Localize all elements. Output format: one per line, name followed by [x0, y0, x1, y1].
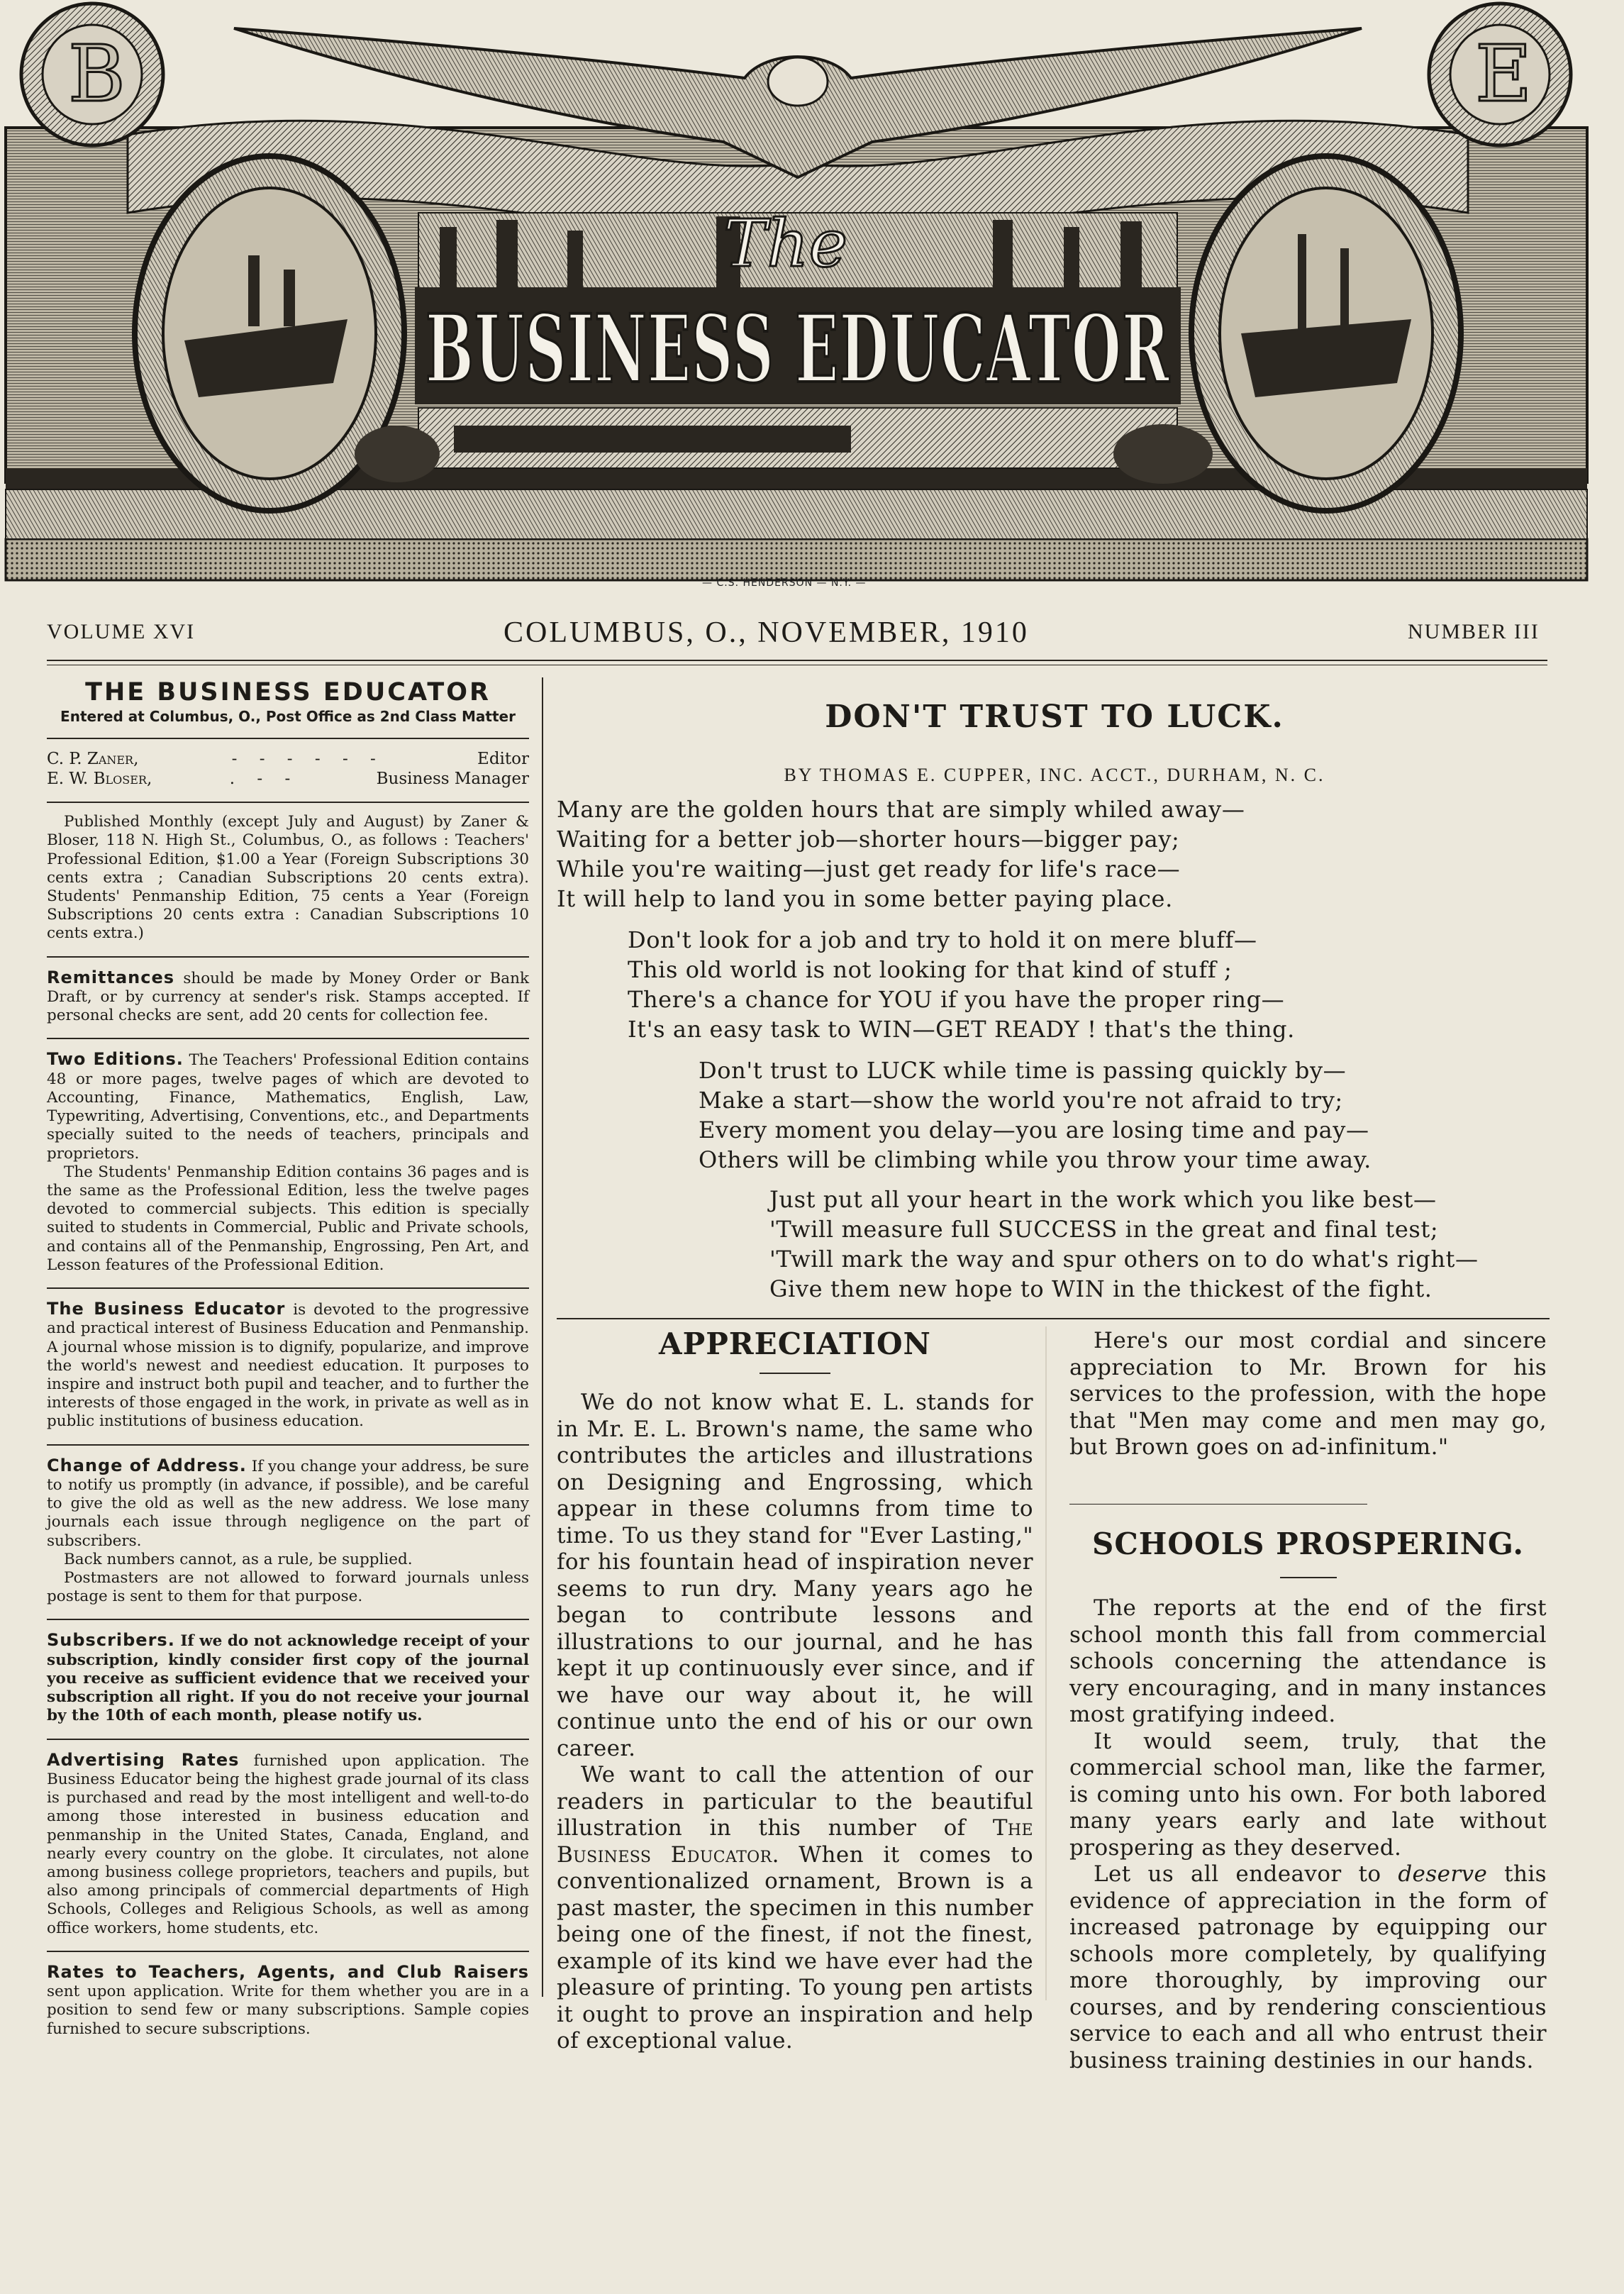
poem-bottom-rule [557, 1318, 1550, 1319]
poem-line: This old world is not looking for that kind of stuff ; [628, 956, 1233, 983]
poem-title: DON'T TRUST TO LUCK. [825, 699, 1284, 735]
subscribers-heading: Subscribers. [47, 1630, 175, 1651]
masthead-illustration [0, 0, 1596, 589]
poem-line: Many are the golden hours that are simply whiled away— [557, 796, 1245, 823]
dateline-rule [47, 660, 1547, 661]
left-monogram: B [68, 28, 126, 119]
engraver-credit: — C.S. HENDERSON — N.Y. — [702, 577, 867, 589]
advertising-text: furnished upon application. The Business Educator being the highest grade journal of its class is purchased and read by the most intelligent and well-to-do among those interested in business education and penmanship in the United States, Canada, England, and nearly every country on the globe. It circulates, not alone among business college proprietors, teachers and pupils, but also among principals of commercial departments of High Schools, Colleges and Religious Schools, as well as among office workers, home students, etc. [47, 1751, 529, 1937]
appreciation-paragraph-3: Here's our most cordial and sincere appreciation to Mr. Brown for his services to the profession, with the hope that "Men may come and men may go, but Brown goes on ad-infinitum." [1069, 1328, 1547, 1460]
poem-line: It will help to land you in some better paying place. [557, 885, 1173, 912]
column-divider [542, 677, 543, 1997]
schools-article [1069, 1526, 1547, 2074]
appreciation-p2-text: We want to call the attention of our readers in particular to the beautiful illustration in this number of [557, 1762, 1033, 1841]
mission-block [47, 1287, 529, 1431]
title-rule [1280, 1577, 1337, 1578]
poem-stanza-2 [628, 925, 1550, 1044]
mission-heading: The Business Educator [47, 1299, 286, 1319]
issue-dateline: COLUMBUS, O., NOVEMBER, 1910 [504, 616, 1029, 649]
staff-role: Business Manager [376, 770, 529, 789]
poem-line: Don't look for a job and try to hold it on mere bluff— [628, 926, 1257, 953]
staff-name: C. P. Zaner, [47, 750, 139, 769]
journal-name: The Business Educator [557, 1815, 1033, 1868]
section-rule [1069, 1504, 1367, 1505]
schools-body [1069, 1595, 1547, 2074]
poem-line: Waiting for a better job—shorter hours—bigger pay; [557, 826, 1180, 853]
appreciation-title: APPRECIATION [659, 1326, 931, 1361]
poem-line: It's an easy task to WIN—GET READY ! that's the thing. [628, 1016, 1295, 1043]
inner-column-gap [1045, 1326, 1047, 2000]
poem-line: Give them new hope to WIN in the thickest of the fight. [769, 1275, 1433, 1302]
address-block [47, 1444, 529, 1607]
editions-text-1: The Teachers' Professional Edition contains 48 or more pages, twelve pages of which are devoted to Accounting, Finance, Mathematics, English, Law, Typewriting, Advertising, Conventions, etc., and Departments specially suited to the needs of teachers, principals and proprietors. [47, 1051, 529, 1163]
poem-line: Others will be climbing while you throw your time away. [699, 1146, 1372, 1173]
poem-line: 'Twill mark the way and spur others on to do what's right— [769, 1246, 1479, 1273]
number-label: NUMBER III [1408, 620, 1540, 643]
poem-line: Don't trust to LUCK while time is passing quickly by— [699, 1057, 1347, 1084]
staff-block [47, 738, 529, 789]
staff-row-editor [47, 749, 529, 769]
schools-p3-text: Let us all endeavor to [1094, 1861, 1381, 1887]
subscribers-text: If we do not acknowledge receipt of your subscription, kindly consider first copy of the journal you receive as sufficient evidence that we received your subscription all right. If you do not receive your journal by the 10th of each month, please notify us. [47, 1632, 529, 1725]
rates-text: sent upon application. Write for them whether you are in a position to send few or many subscriptions. Sample copies furnished to secure subscriptions. [47, 1983, 529, 2038]
appreciation-article [557, 1326, 1033, 2055]
staff-row-manager [47, 769, 529, 789]
remittances-block [47, 956, 529, 1026]
poem-byline: BY THOMAS E. CUPPER, INC. ACCT., DURHAM, N. C. [784, 765, 1325, 785]
poem-stanza-1 [557, 794, 1550, 914]
schools-p3-text-cont: this evidence of appreciation in the form of increased patronage by equipping our schools more completely, by qualifying more thoroughly, by improving our courses, and by rendering conscientious service to each and all who entrust their business training destinies in our hands. [1069, 1861, 1547, 2073]
schools-paragraph-1: The reports at the end of the first school month this fall from commercial schools concerning the attendance is very encouraging, and in many instances most gratifying indeed. [1069, 1595, 1547, 1727]
remittances-heading: Remittances [47, 967, 175, 987]
remittances-text: should be made by Money Order or Bank Draft, or by currency at sender's risk. Stamps accepted. If personal checks are sent, add 20 cents for collection fee. [47, 969, 530, 1025]
staff-leader: - - - - - - [231, 750, 384, 769]
editions-text-2: The Students' Penmanship Edition contains 36 pages and is the same as the Professional Edition, less the twelve pages devoted to commercial subjects. This edition is specially suited to students in Commercial, Public and Private schools, and contains all of the Penmanship, Engrossing, Pen Art, and Lesson features of the Professional Edition. [47, 1163, 529, 1274]
subscribers-block [47, 1619, 529, 1725]
rates-heading: Rates to Teachers, Agents, and Club Raisers [47, 1961, 529, 1982]
poem-line: Just put all your heart in the work which you like best— [769, 1186, 1437, 1213]
appreciation-p2-text-cont: . When it comes to conventionalized ornament, Brown is a past master, the specimen in this number being one of the finest, if not the finest, example of its kind we have ever had the pleasure of printing. To young pen artists it ought to prove an inspiration and help of exceptional value. [557, 1841, 1034, 2054]
appreciation-paragraph-1: We do not know what E. L. stands for in Mr. E. L. Brown's name, the same who contributes the articles and illustrations on Designing and Engrossing, which appear in these columns from time to time. To us they stand for "Ever Lasting," for his fountain head of inspiration never seems to run dry. Many years ago he began to contribute lessons and illustrations to our journal, and he has kept it up continuously ever since, and if we have our way about it, he will continue unto the end of his or our own career. [557, 1390, 1033, 1761]
mission-text: is devoted to the progressive and practical interest of Business Education and Penmanship. A journal whose mission is to dignify, popularize, and improve the world's newest and neediest education. It purposes to inspire and instruct both pupil and teacher, and to further the interests of those engaged in the work, in private as well as in public institutions of business education. [47, 1301, 529, 1431]
advertising-block [47, 1739, 529, 1938]
poem-stanza-4 [769, 1185, 1553, 1304]
sidebar-title: THE BUSINESS EDUCATOR [85, 678, 491, 707]
published-notice: Published Monthly (except July and August) by Zaner & Bloser, 118 N. High St., Columbus, O., as follows : Teachers' Professional Edition, $1.00 a Year (Foreign Subscriptions 30 cents extra ; Canadian Subscriptions 20 cents extra). Students' Penmanship Edition, 75 cents a Year (Foreign Subscriptions 20 cents extra : Canadian Subscriptions 10 cents extra.) [47, 813, 529, 943]
schools-paragraph-2: It would seem, truly, that the commercial school man, like the farmer, is coming unto his own. For both labored many years early and late without prospering as they deserved. [1069, 1728, 1547, 1861]
address-text-1: If you change your address, be sure to notify us promptly (in advance, if possible), and be careful to give the old as well as the new address. We lose many journals each issue through negligence on the part of subscribers. [47, 1457, 530, 1550]
right-monogram: E [1475, 28, 1533, 119]
poem-line: Every moment you delay—you are losing time and pay— [699, 1116, 1369, 1143]
staff-name: E. W. Bloser, [47, 770, 152, 789]
entry-notice: Entered at Columbus, O., Post Office as 2nd Class Matter [60, 707, 516, 725]
schools-title: SCHOOLS PROSPERING. [1091, 1526, 1525, 1561]
masthead-title: BUSINESS EDUCATOR [426, 294, 1170, 404]
poem-line: 'Twill measure full SUCCESS in the great and final test; [769, 1216, 1439, 1243]
volume-label: VOLUME XVI [47, 620, 196, 643]
published-block [47, 802, 529, 943]
address-text-2: Back numbers cannot, as a rule, be supplied. [64, 1550, 413, 1568]
poem-stanza-3 [699, 1055, 1550, 1175]
poem-line: While you're waiting—just get ready for life's race— [557, 855, 1181, 882]
editions-heading: Two Editions. [47, 1049, 184, 1070]
editions-block [47, 1038, 529, 1275]
advertising-heading: Advertising Rates [47, 1749, 240, 1770]
appreciation-continuation [1069, 1328, 1547, 1461]
rates-block [47, 1951, 529, 2039]
publisher-sidebar [47, 677, 529, 2039]
address-text-3: Postmasters are not allowed to forward journals unless postage is sent to them for that purpose. [47, 1569, 529, 1606]
emphasis-deserve: deserve [1398, 1861, 1488, 1887]
schools-paragraph-3 [1069, 1861, 1547, 2074]
appreciation-body [557, 1390, 1033, 2055]
poem-line: Make a start—show the world you're not afraid to try; [699, 1087, 1343, 1114]
poem-line: There's a chance for YOU if you have the proper ring— [628, 986, 1285, 1013]
address-heading: Change of Address. [47, 1455, 247, 1475]
title-rule [760, 1373, 830, 1374]
masthead-the: The [723, 206, 848, 282]
appreciation-paragraph-2 [557, 1762, 1033, 2055]
staff-role: Editor [477, 750, 529, 769]
staff-leader: . - - [229, 770, 299, 789]
